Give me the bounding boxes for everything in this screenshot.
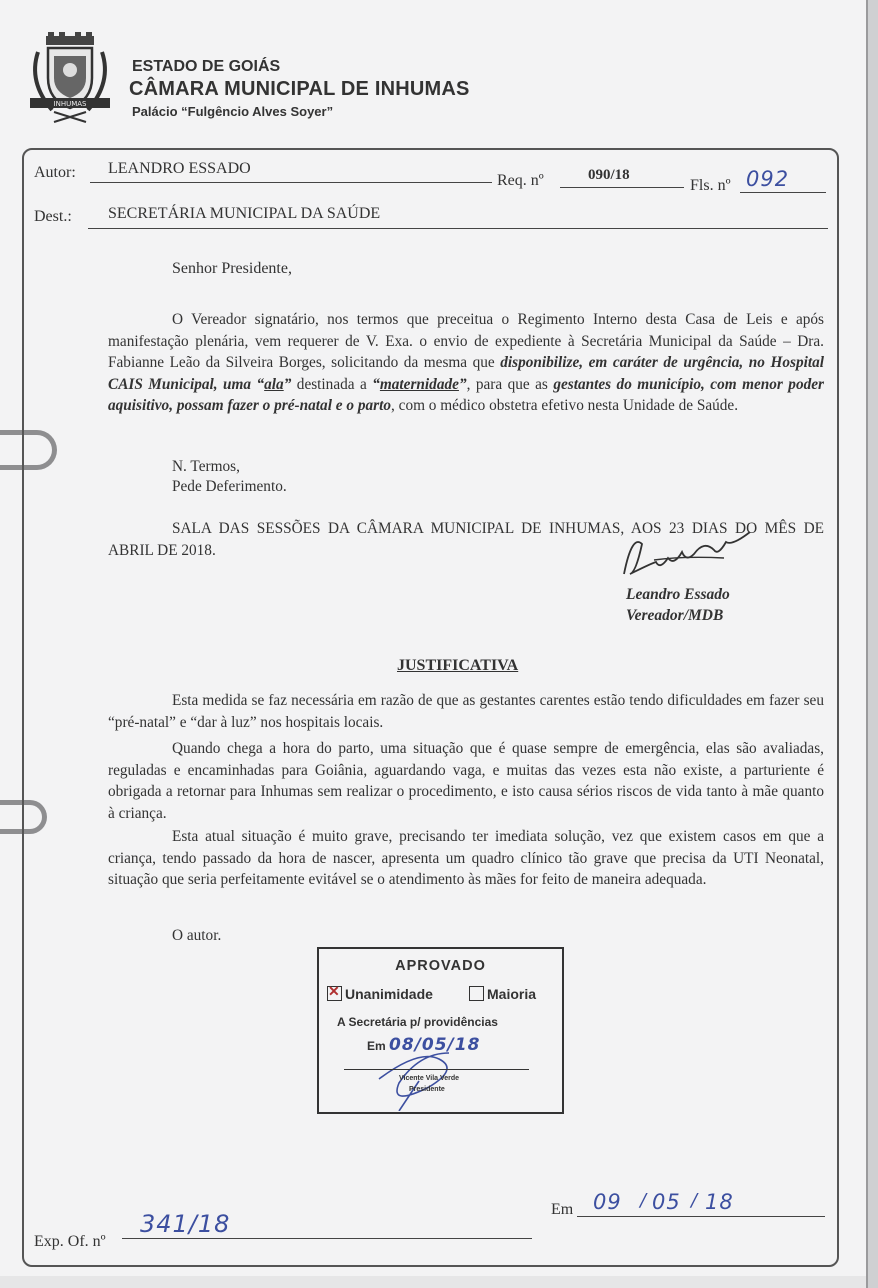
president-role: Presidente — [409, 1086, 445, 1093]
approval-stamp — [317, 947, 564, 1114]
body-ala: ala — [264, 375, 284, 393]
header-chamber-name: CÂMARA MUNICIPAL DE INHUMAS — [129, 78, 470, 100]
body-bold-1: disponibilize, em caráter de urgência, no Hospital CAIS Municipal, uma “ — [108, 354, 824, 393]
stamp-em-label: Em — [367, 1039, 386, 1053]
unanimity-label: Unanimidade — [345, 986, 433, 1002]
body-text-4: , com o médico obstetra efetivo nesta Unidade de Saúde. — [391, 397, 739, 414]
body-bold-3: gestantes do município, com menor poder aquisitivo, possam fazer o pré-natal e o parto — [108, 375, 824, 414]
author-value: LEANDRO ESSADO — [108, 160, 251, 177]
stamp-secretaria: A Secretária p/ providências — [337, 1015, 498, 1029]
page-edge — [0, 1276, 866, 1288]
req-underline — [560, 187, 684, 188]
body-text-3: , para que as — [466, 375, 554, 393]
exp-label: Exp. Of. nº — [34, 1233, 106, 1250]
unanimity-checkbox — [327, 986, 342, 1001]
author-closing: O autor. — [172, 927, 222, 944]
majority-label: Maioria — [487, 986, 537, 1002]
exp-value: 341/18 — [140, 1210, 231, 1238]
signer-role: Vereador/MDB — [626, 607, 724, 624]
dest-label: Dest.: — [34, 208, 72, 225]
author-underline — [90, 182, 492, 183]
body-bold-2: ” — [283, 375, 292, 393]
footer-em-label: Em — [551, 1201, 574, 1218]
closing-request: Pede Deferimento. — [172, 478, 287, 495]
footer-sep-1: / — [640, 1190, 648, 1211]
closing-terms: N. Termos, — [172, 458, 240, 475]
footer-em-year: 18 — [705, 1190, 734, 1214]
stamp-em-date: 08/05/18 — [389, 1035, 481, 1055]
stamp-signature-line — [344, 1069, 529, 1070]
stamp-option-majority — [469, 986, 536, 1002]
salutation: Senhor Presidente, — [172, 260, 292, 277]
fls-underline — [740, 192, 826, 193]
exp-underline — [122, 1238, 532, 1239]
header-state: ESTADO DE GOIÁS — [132, 58, 281, 75]
justification-p3: Esta atual situação é muito grave, precisando ter imediata solução, vez que existem casos em que a criança, tendo passado da hora de nascer, apresenta um quadro clínico tão grave que precisa da UTI Neonatal, situação que seria perfeitamente evitável se o atendimento às mães for feito de maneira adequada. — [108, 828, 824, 888]
footer-em-underline — [577, 1216, 825, 1217]
justification-p2: Quando chega a hora do parto, uma situação que é quase sempre de emergência, elas são avaliadas, reguladas e encaminhadas para Goiânia, aguardando vaga, e muitas das vezes esta não existe, a parturiente é obrigada a retornar para Inhumas sem realizar o procedimento, e isto causa sérios riscos de vida tanto à mãe quanto à criança. — [108, 740, 824, 822]
req-label: Req. nº — [497, 172, 544, 189]
dest-underline — [88, 228, 828, 229]
justification-title: JUSTIFICATIVA — [397, 657, 519, 674]
author-label: Autor: — [34, 164, 76, 181]
signer-name: Leandro Essado — [626, 586, 730, 603]
footer-em-month: 05 — [652, 1190, 681, 1214]
footer-em-day: 09 — [593, 1190, 622, 1214]
body-maternidade: maternidade — [379, 375, 459, 393]
dest-value: SECRETÁRIA MUNICIPAL DA SAÚDE — [108, 205, 381, 222]
req-value: 090/18 — [588, 167, 630, 183]
place-date: SALA DAS SESSÕES DA CÂMARA MUNICIPAL DE INHUMAS, AOS 23 DIAS DO MÊS DE ABRIL DE 2018. — [108, 520, 824, 559]
footer-sep-2: / — [691, 1190, 699, 1211]
svg-text:INHUMAS: INHUMAS — [53, 100, 87, 108]
letter-body — [108, 309, 824, 417]
body-mat-close: ” — [458, 375, 467, 393]
fls-value: 092 — [746, 167, 790, 191]
fls-label: Fls. nº — [690, 177, 731, 194]
header-palace: Palácio “Fulgêncio Alves Soyer” — [132, 104, 334, 119]
body-text-2: destinada a — [291, 375, 373, 393]
majority-checkbox — [469, 986, 484, 1001]
justification-p1: Esta medida se faz necessária em razão de que as gestantes carentes estão tendo dificuldades em fazer seu “pré-natal” e “dar à luz” nos hospitais locais. — [108, 692, 824, 731]
coat-of-arms-icon — [24, 32, 116, 124]
body-mat-open: “ — [372, 375, 380, 393]
stamp-option-unanimity — [327, 986, 433, 1002]
signature-icon — [614, 530, 774, 582]
president-name: Vicente Vila Verde — [399, 1075, 460, 1082]
body-text-1: O Vereador signatário, nos termos que preceitua o Regimento Interno desta Casa de Leis e após manifestação plenária, vem requerer de V. Exa. o envio de expediente à Secretária Municipal da Saúde – Dra. Fabianne Leão da Silveira Borges, solicitando da mesma que — [108, 311, 824, 371]
stamp-title: APROVADO — [395, 958, 486, 974]
